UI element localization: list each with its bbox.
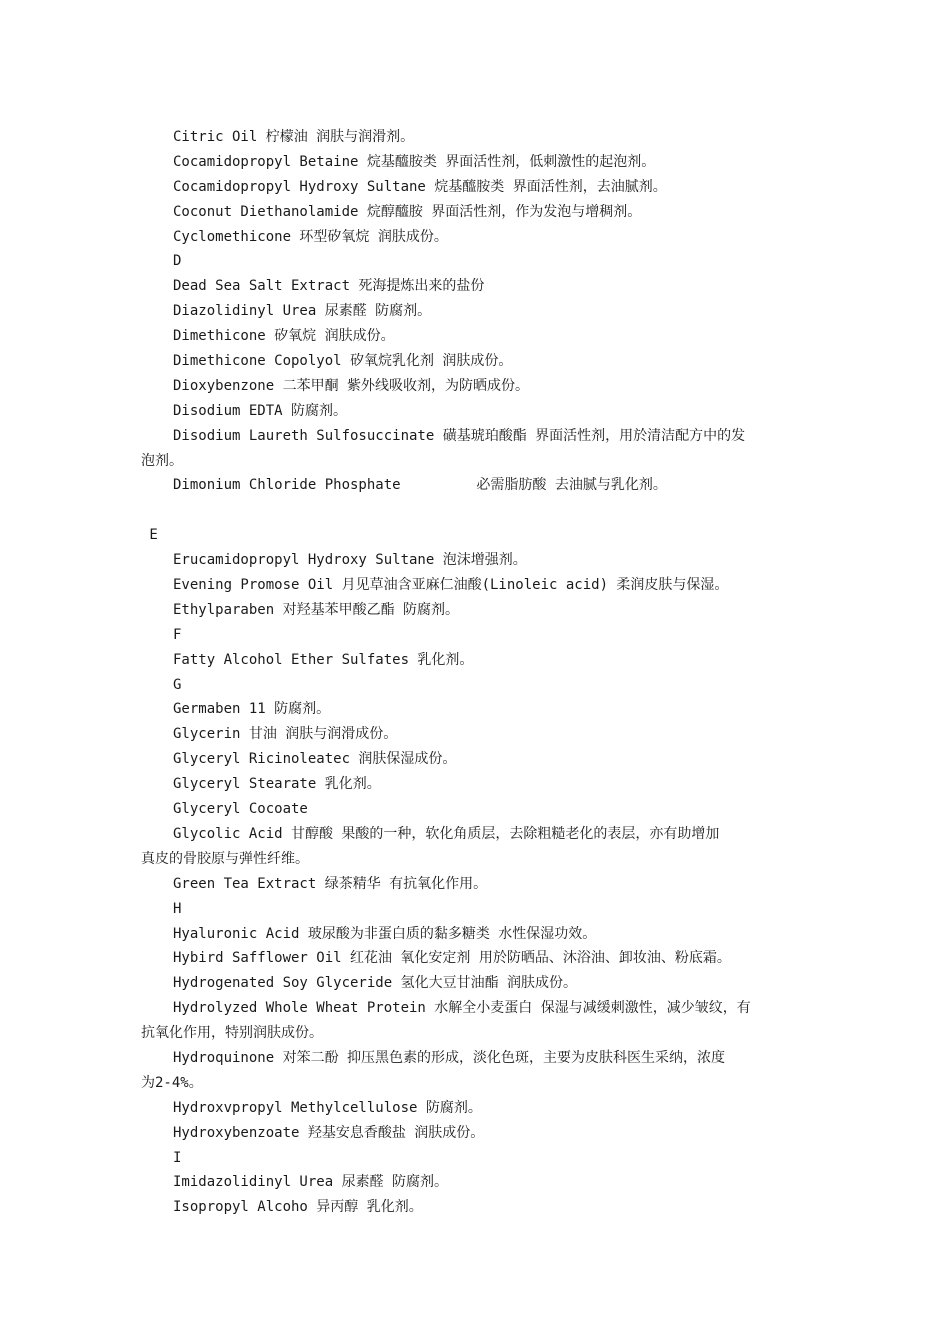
glossary-line: G	[173, 676, 182, 693]
glossary-line: Ethylparaben 对羟基苯甲酸乙酯 防腐剂。	[173, 601, 460, 618]
glossary-line: H	[173, 900, 182, 917]
glossary-line: Hybird Safflower Oil 红花油 氧化安定剂 用於防晒品、沐浴油、卸妆油、粉底霜。	[173, 950, 731, 967]
glossary-line: 为2-4%。	[141, 1074, 203, 1091]
glossary-line: 抗氧化作用，特别润肤成份。	[141, 1025, 323, 1042]
glossary-line: Dioxybenzone 二苯甲酮 紫外线吸收剂，为防晒成份。	[173, 377, 530, 394]
glossary-line: Hydrogenated Soy Glyceride 氢化大豆甘油酯 润肤成份。	[173, 975, 578, 992]
glossary-line: Isopropyl Alcoho 异丙醇 乳化剂。	[173, 1199, 423, 1216]
glossary-line: Cocamidopropyl Hydroxy Sultane 烷基醯胺类 界面活性剂，去油腻剂。	[173, 178, 667, 195]
glossary-line: Hydroquinone 对笨二酚 抑压黑色素的形成，淡化色斑，主要为皮肤科医生采纳，浓度	[173, 1049, 726, 1066]
glossary-line: Cyclomethicone 环型矽氧烷 润肤成份。	[173, 228, 448, 245]
glossary-line: Dead Sea Salt Extract 死海提炼出来的盐份	[173, 278, 485, 295]
glossary-line: Hydroxvpropyl Methylcellulose 防腐剂。	[173, 1099, 482, 1116]
glossary-line: Imidazolidinyl Urea 尿素醛 防腐剂。	[173, 1174, 449, 1191]
blank-line	[141, 498, 813, 523]
glossary-line: 泡剂。	[141, 452, 183, 469]
glossary-line: Glyceryl Stearate 乳化剂。	[173, 776, 381, 793]
glossary-line: Hydroxybenzoate 羟基安息香酸盐 润肤成份。	[173, 1124, 485, 1141]
glossary-line: Dimethicone Copolyol 矽氧烷乳化剂 润肤成份。	[173, 353, 513, 370]
glossary-line: Fatty Alcohol Ether Sulfates 乳化剂。	[173, 651, 474, 668]
glossary-line: Coconut Diethanolamide 烷醇醯胺 界面活性剂，作为发泡与增稠剂。	[173, 203, 642, 220]
glossary-line: Evening Promose Oil 月见草油含亚麻仁油酸(Linoleic acid) 柔润皮肤与保湿。	[173, 577, 729, 594]
glossary-line: Disodium EDTA 防腐剂。	[173, 402, 348, 419]
ingredient-glossary	[141, 125, 813, 1220]
glossary-line: Diazolidinyl Urea 尿素醛 防腐剂。	[173, 303, 432, 320]
glossary-line: E	[141, 527, 158, 544]
glossary-line: Citric Oil 柠檬油 润肤与润滑剂。	[173, 129, 415, 145]
glossary-line: Green Tea Extract 绿茶精华 有抗氧化作用。	[173, 875, 488, 892]
glossary-line: Germaben 11 防腐剂。	[173, 701, 331, 718]
glossary-line: Cocamidopropyl Betaine 烷基醯胺类 界面活性剂，低刺激性的起泡剂。	[173, 153, 656, 170]
glossary-line: Hydrolyzed Whole Wheat Protein 水解全小麦蛋白 保湿与减缓刺激性，减少皱纹，有	[173, 1000, 751, 1017]
glossary-line: I	[173, 1149, 182, 1166]
glossary-line: Dimethicone 矽氧烷 润肤成份。	[173, 328, 395, 345]
glossary-line: Disodium Laureth Sulfosuccinate 磺基琥珀酸酯 界面活性剂，用於清洁配方中的发	[173, 427, 746, 444]
glossary-line: D	[173, 253, 182, 270]
glossary-line: Dimonium Chloride Phosphate 必需脂肪酸 去油腻与乳化剂。	[173, 477, 667, 494]
glossary-line: Hyaluronic Acid 玻尿酸为非蛋白质的黏多糖类 水性保湿功效。	[173, 925, 597, 942]
glossary-line: Glycolic Acid 甘醇酸 果酸的一种，软化角质层，去除粗糙老化的表层，亦有助增加	[173, 825, 720, 842]
glossary-line: Glyceryl Cocoate	[173, 801, 308, 818]
glossary-line: Erucamidopropyl Hydroxy Sultane 泡沫增强剂。	[173, 552, 527, 569]
glossary-line: F	[173, 626, 182, 643]
glossary-line: Glyceryl Ricinoleatec 润肤保湿成份。	[173, 751, 457, 768]
glossary-line: 真皮的骨胶原与弹性纤维。	[141, 850, 309, 867]
glossary-line: Glycerin 甘油 润肤与润滑成份。	[173, 726, 398, 743]
